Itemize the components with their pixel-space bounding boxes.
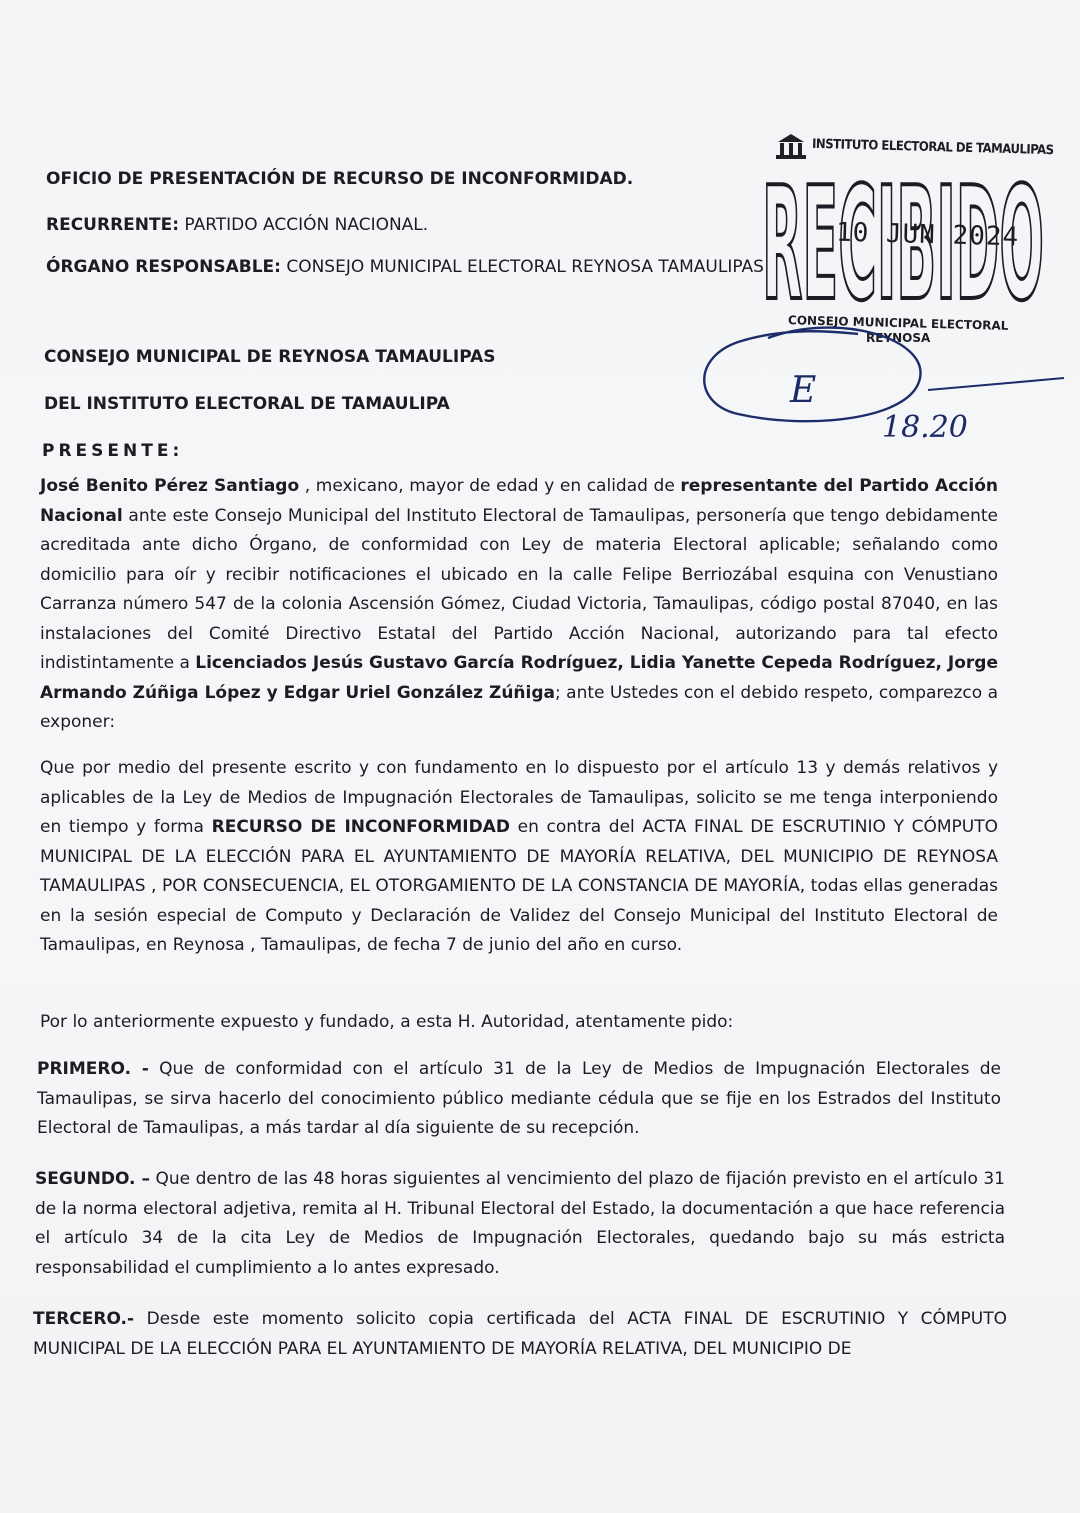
organo-responsable-line: ÓRGANO RESPONSABLE: CONSEJO MUNICIPAL ELECTORAL REYNOSA TAMAULIPAS <box>46 257 764 277</box>
handwritten-time: 18.20 <box>882 410 968 445</box>
paragraph-introduction: José Benito Pérez Santiago , mexicano, mayor de edad y en calidad de representante del Partido Acción Nacional ante este Consejo Municipal del Instituto Electoral de Tamaulipas, personería que tengo debidamente acreditada ante dicho Órgano, de conformidad con Ley de materia Electoral aplicable; señalando como domicilio para oír y recibir notificaciones el ubicado en la calle Felipe Berriozábal esquina con Venustiano Carranza número 547 de la colonia Ascensión Gómez, Ciudad Victoria, Tamaulipas, código postal 87040, en las instalaciones del Comité Directivo Estatal del Partido Acción Nacional, autorizando para tal efecto indistintamente a Licenciados Jesús Gustavo García Rodríguez, Lidia Yanette Cepeda Rodríguez, Jorge Armando Zúñiga López y Edgar Uriel González Zúñiga; ante Ustedes con el debido respeto, comparezco a exponer: <box>40 476 998 732</box>
received-stamp <box>760 128 1060 348</box>
paragraph-petition: Que por medio del presente escrito y con fundamento en lo dispuesto por el artículo 13 y demás relativos y aplicables de la Ley de Medios de Impugnación Electorales de Tamaulipas, solicito se me tenga interponiendo en tiempo y forma RECURSO DE INCONFORMIDAD en contra del ACTA FINAL DE ESCRUTINIO Y CÓMPUTO MUNICIPAL DE LA ELECCIÓN PARA EL AYUNTAMIENTO DE MAYORÍA RELATIVA, DEL MUNICIPIO DE REYNOSA TAMAULIPAS , POR CONSECUENCIA, EL OTORGAMIENTO DE LA CONSTANCIA DE MAYORÍA, todas ellas generadas en la sesión especial de Computo y Declaración de Validez del Consejo Municipal del Instituto Electoral de Tamaulipas, en Reynosa , Tamaulipas, de fecha 7 de junio del año en curso. <box>40 758 998 955</box>
addressee-line-2: DEL INSTITUTO ELECTORAL DE TAMAULIPA <box>44 394 450 414</box>
stamp-council: CONSEJO MUNICIPAL ELECTORAL <box>787 313 1009 333</box>
svg-text:RECIBIDO: RECIBIDO <box>762 158 1044 308</box>
stamp-institution: INSTITUTO ELECTORAL DE TAMAULIPAS <box>811 136 1054 159</box>
addressee-line-1: CONSEJO MUNICIPAL DE REYNOSA TAMAULIPAS <box>44 347 496 367</box>
presente-heading: PRESENTE: <box>42 441 184 461</box>
stamp-city: REYNOSA <box>866 331 931 345</box>
paragraph-request-intro: Por lo anteriormente expuesto y fundado, a esta H. Autoridad, atentamente pido: <box>40 1012 734 1032</box>
recurrente-line: RECURRENTE: PARTIDO ACCIÓN NACIONAL. <box>46 215 429 235</box>
handwritten-mark: E <box>790 370 817 411</box>
building-logo-icon <box>774 132 808 160</box>
paragraph-primero: PRIMERO. - Que de conformidad con el artículo 31 de la Ley de Medios de Impugnación Electorales de Tamaulipas, se sirva hacerlo del conocimiento público mediante cédula que se fije en los Estrados del Instituto Electoral de Tamaulipas, a más tardar al día siguiente de su recepción. <box>37 1059 1001 1138</box>
paragraph-segundo: SEGUNDO. – Que dentro de las 48 horas siguientes al vencimiento del plazo de fijación previsto en el artículo 31 de la norma electoral adjetiva, remita al H. Tribunal Electoral del Estado, la documentación a que hace referencia el artículo 34 de la cita Ley de Medios de Impugnación Electorales, quedando bajo su más estricta responsabilidad el cumplimiento a lo antes expresado. <box>35 1169 1006 1278</box>
document-title: OFICIO DE PRESENTACIÓN DE RECURSO DE INCONFORMIDAD. <box>46 169 634 189</box>
stamp-date: 10 JUN 2024 <box>835 217 1020 253</box>
paragraph-tercero: TERCERO.- Desde este momento solicito copia certificada del ACTA FINAL DE ESCRUTINIO Y CÓMPUTO MUNICIPAL DE LA ELECCIÓN PARA EL AYUNTAMIENTO DE MAYORÍA RELATIVA, DEL MUNICIPIO DE <box>33 1309 1007 1359</box>
